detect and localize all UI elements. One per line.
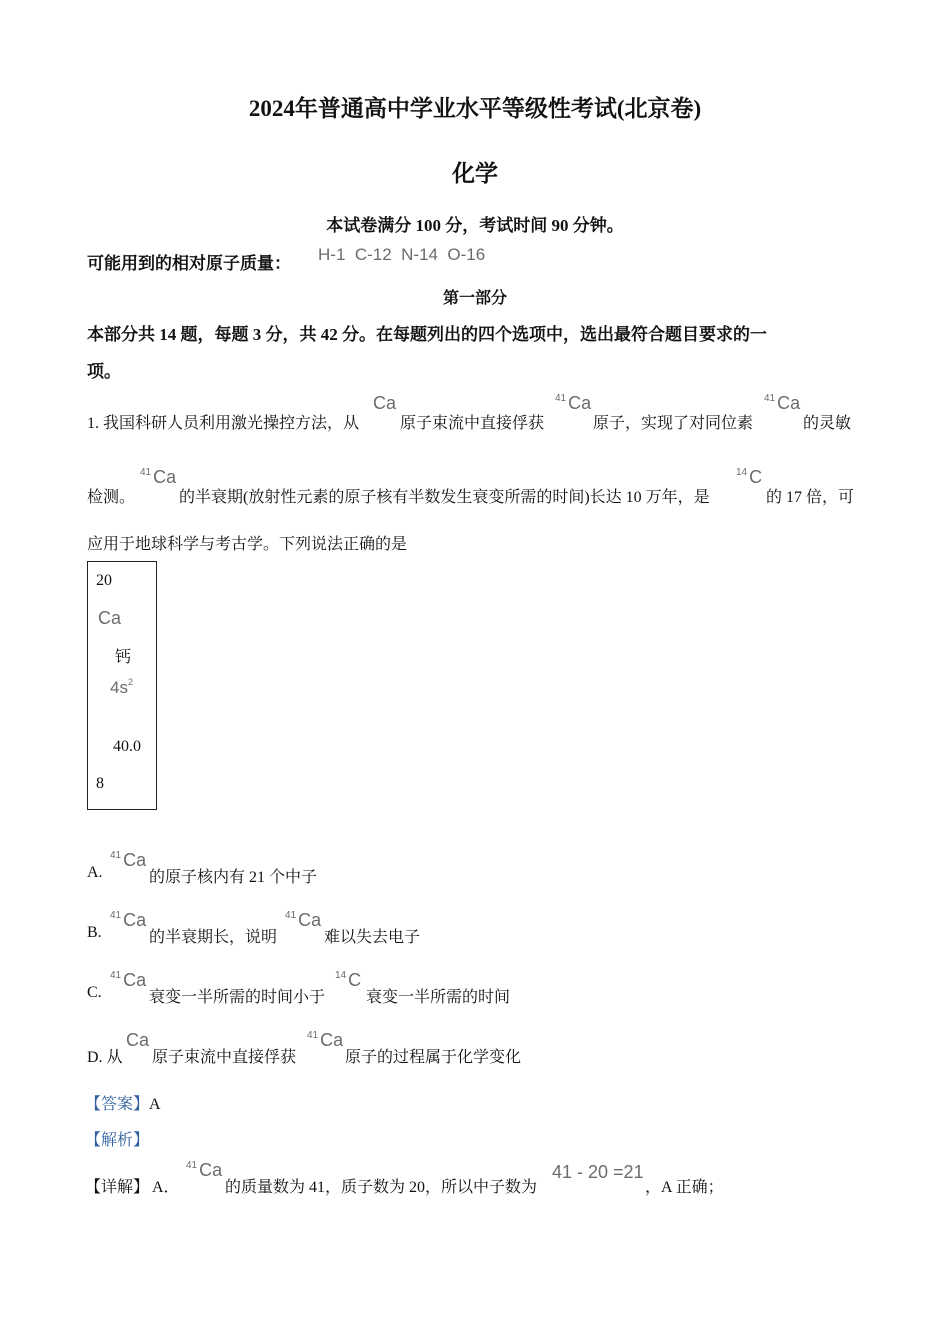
option-d-label: D. 从 xyxy=(87,1049,123,1066)
element-card xyxy=(87,561,157,810)
isotope-ca41: $^{41}$ Ca xyxy=(140,467,177,487)
detail-tag: 【详解】 xyxy=(85,1179,150,1196)
q1-text-seg5: 检测。 xyxy=(87,489,136,506)
option-a-label: A. xyxy=(87,864,103,881)
answer-tag: 【答案】 xyxy=(85,1096,150,1113)
atomic-mass-tail: 8 xyxy=(96,775,104,792)
exam-info: 本试卷满分 100 分，考试时间 90 分钟。 xyxy=(326,216,624,235)
isotope-ca41: $^{41}$ Ca xyxy=(307,1030,344,1050)
isotope-ca41: $^{41}$ Ca xyxy=(110,910,147,930)
isotope-ca41: $^{41}$ Ca xyxy=(186,1160,223,1180)
atomic-number: 20 xyxy=(96,572,112,589)
q1-text-seg6: 的半衰期(放射性元素的原子核有半数发生衰变所需的时间)长达 10 万年，是 xyxy=(179,489,710,506)
option-d-text2: 原子的过程属于化学变化 xyxy=(345,1049,522,1066)
atomic-mass: 40.0 xyxy=(113,738,141,755)
part-title: 第一部分 xyxy=(442,290,507,307)
option-b-text2: 难以失去电子 xyxy=(324,929,421,946)
option-b-text1: 的半衰期长，说明 xyxy=(149,929,278,946)
part-instruction-line1: 本部分共 14 题，每题 3 分，共 42 分。在每题列出的四个选项中，选出最符合题目要求的一 xyxy=(87,325,767,344)
detail-formula: 41 - 20 =21 xyxy=(552,1162,644,1182)
element-symbol: Ca xyxy=(98,608,122,628)
isotope-ca41: $^{41}$ Ca xyxy=(555,393,592,413)
q1-text-seg3: 原子，实现了对同位素 xyxy=(593,415,754,432)
isotope-ca41: $^{41}$ Ca xyxy=(764,393,801,413)
isotope-ca41: $^{41}$ Ca xyxy=(285,910,322,930)
q1-text-seg1: 1. 我国科研人员利用激光操控方法，从 xyxy=(87,415,360,432)
analysis-tag: 【解析】 xyxy=(85,1132,150,1149)
part-instruction-line2: 项。 xyxy=(87,362,121,381)
q1-text-seg2: 原子束流中直接俘获 xyxy=(400,415,545,432)
option-c-text2: 衰变一半所需的时间 xyxy=(366,989,511,1006)
isotope-ca: Ca xyxy=(126,1030,150,1050)
option-c-label: C. xyxy=(87,984,102,1001)
subject-title: 化学 xyxy=(452,161,498,186)
isotope-c14: $^{14}$ C xyxy=(335,970,362,990)
option-a-text: 的原子核内有 21 个中子 xyxy=(149,869,318,886)
option-b-label: B. xyxy=(87,924,102,941)
isotope-c14: $^{14}$ C xyxy=(736,467,763,487)
q1-text-seg7: 的 17 倍，可 xyxy=(766,489,855,506)
isotope-ca: Ca xyxy=(373,393,397,413)
q1-text-seg8: 应用于地球科学与考古学。下列说法正确的是 xyxy=(87,536,408,553)
option-d-text1: 原子束流中直接俘获 xyxy=(152,1049,297,1066)
atomic-mass-values: H-1 C-12 N-14 O-16 xyxy=(318,245,486,264)
option-c-text1: 衰变一半所需的时间小于 xyxy=(149,989,326,1006)
answer-value: A xyxy=(149,1096,161,1113)
atomic-mass-label: 可能用到的相对原子质量： xyxy=(87,254,291,273)
page-title: 2024年普通高中学业水平等级性考试(北京卷) xyxy=(248,96,702,121)
q1-text-seg4: 的灵敏 xyxy=(803,415,852,432)
element-name: 钙 xyxy=(115,649,132,666)
detail-option-a: A． xyxy=(152,1179,180,1196)
detail-text2: ，A 正确； xyxy=(645,1179,724,1196)
detail-text1: 的质量数为 41，质子数为 20，所以中子数为 xyxy=(225,1179,538,1196)
answer-line xyxy=(85,1091,161,1114)
isotope-ca41: $^{41}$ Ca xyxy=(110,970,147,990)
electron-config: $4s^2$ xyxy=(110,677,133,697)
isotope-ca41: $^{41}$ Ca xyxy=(110,850,147,870)
